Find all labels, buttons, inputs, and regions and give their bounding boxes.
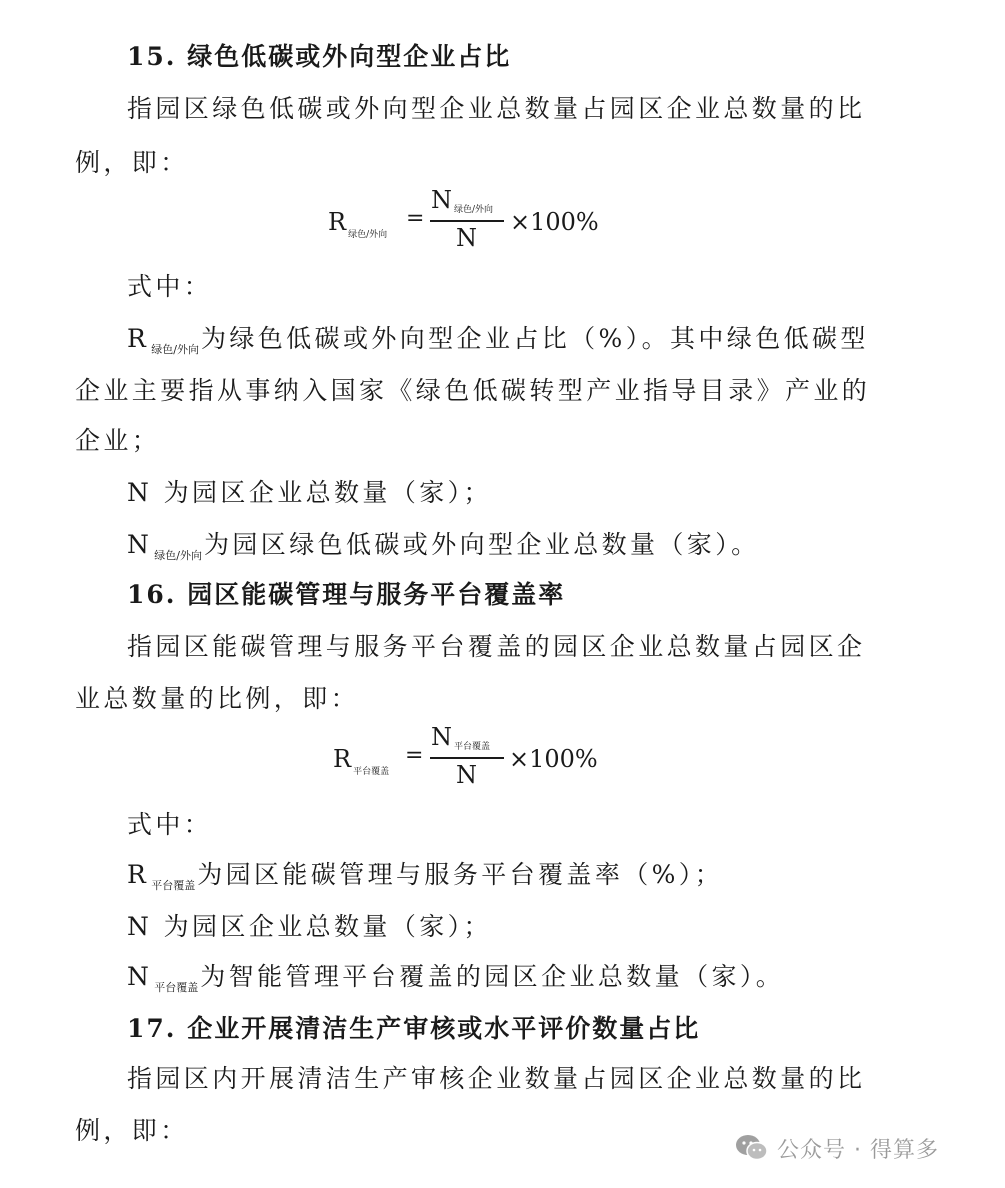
section-15-r-definition: R $_{绿色/外向}$为绿色低碳或外向型企业占比（%）。其中绿色低碳型	[127, 324, 869, 356]
section-17-definition-line-2: 例，即：	[75, 1116, 189, 1145]
section-16-r-definition: R $_{平台覆盖}$为园区能碳管理与服务平台覆盖率（%）；	[127, 860, 724, 892]
section-17-definition-line-1: 指园区内开展清洁生产审核企业数量占园区企业总数量的比	[127, 1064, 866, 1093]
section-16-formula	[333, 723, 598, 803]
section-16-heading: 16. 园区能碳管理与服务平台覆盖率	[127, 580, 566, 609]
fraction-bar	[430, 757, 504, 759]
section-15-where-label: 式中：	[127, 272, 213, 301]
formula-numerator: N $_{平台覆盖}$	[431, 723, 491, 752]
section-15-r-definition-line-2: 企业主要指从事纳入国家《绿色低碳转型产业指导目录》产业的	[75, 376, 871, 405]
section-16-definition-line-2: 业总数量的比例，即：	[75, 684, 360, 713]
formula-multiplier: ×100%	[509, 745, 598, 773]
section-15-definition-line-2: 例，即：	[75, 148, 189, 177]
wechat-icon	[735, 1133, 769, 1163]
formula-multiplier: ×100%	[510, 208, 599, 236]
watermark-text: 公众号 · 得算多	[777, 1137, 939, 1163]
section-16-n-definition: N 为园区企业总数量（家）；	[127, 912, 492, 941]
section-17-heading: 17. 企业开展清洁生产审核或水平评价数量占比	[127, 1014, 701, 1043]
formula-equals: =	[406, 206, 425, 231]
fraction-bar	[430, 220, 504, 222]
section-15-definition-line-1: 指园区绿色低碳或外向型企业总数量占园区企业总数量的比	[127, 94, 866, 123]
formula-denominator: N	[456, 224, 477, 252]
section-15-r-definition-line-3: 企业；	[75, 426, 161, 455]
section-15-n-definition: N 为园区企业总数量（家）；	[127, 478, 492, 507]
section-15-n2-definition: N $_{绿色/外向}$为园区绿色低碳或外向型企业总数量（家）。	[127, 530, 760, 562]
section-16-n2-definition: N $_{平台覆盖}$为智能管理平台覆盖的园区企业总数量（家）。	[127, 962, 785, 994]
section-16-definition-line-1: 指园区能碳管理与服务平台覆盖的园区企业总数量占园区企	[127, 632, 866, 661]
formula-equals: =	[405, 743, 424, 768]
formula-lhs: R $_{绿色/外向}$	[328, 208, 388, 240]
formula-lhs: R $_{平台覆盖}$	[333, 745, 390, 777]
section-15-heading: 15. 绿色低碳或外向型企业占比	[127, 42, 512, 71]
section-16-where-label: 式中：	[127, 810, 213, 839]
formula-denominator: N	[456, 761, 477, 789]
wechat-account-watermark	[735, 1130, 939, 1166]
section-15-formula	[328, 186, 598, 266]
formula-numerator: N $_{绿色/外向}$	[431, 186, 494, 215]
